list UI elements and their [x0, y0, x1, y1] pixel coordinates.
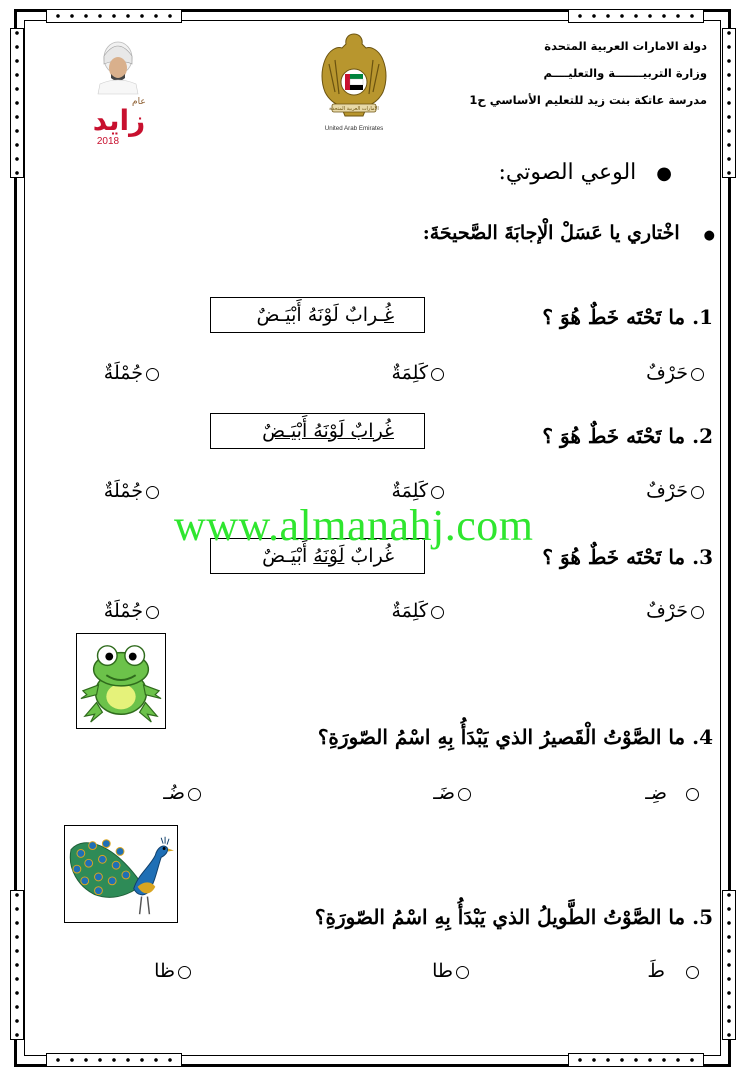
- radio-circle-icon[interactable]: [431, 486, 444, 499]
- peacock-picture: [65, 826, 177, 922]
- radio-circle-icon[interactable]: [686, 788, 699, 801]
- frog-picture-frame: [76, 633, 166, 729]
- q4-option-2[interactable]: ضَـ: [433, 782, 474, 804]
- instruction-text: اخْتاري يا عَسَلْ الْإجابَةَ الصَّحيحَةَ:: [422, 222, 680, 244]
- q5-option-2[interactable]: طا: [432, 960, 472, 982]
- border-ornament: [568, 1053, 704, 1067]
- q1-option-3[interactable]: جُمْلَةٌ: [104, 362, 162, 384]
- peacock-picture-frame: [64, 825, 178, 923]
- radio-circle-icon[interactable]: [691, 368, 704, 381]
- radio-circle-icon[interactable]: [691, 606, 704, 619]
- uae-emblem: [315, 30, 393, 134]
- radio-circle-icon[interactable]: [178, 966, 191, 979]
- radio-circle-icon[interactable]: [691, 486, 704, 499]
- border-ornament: [722, 890, 736, 1040]
- border-ornament: [10, 890, 24, 1040]
- sentence-part: غُرابٌ: [344, 545, 394, 567]
- radio-circle-icon[interactable]: [458, 788, 471, 801]
- zayed-logo-name: زايد: [92, 104, 146, 137]
- sentence-underlined-word: لَوْنَهُ: [313, 545, 345, 567]
- border-ornament: [722, 28, 736, 178]
- q1-option-2[interactable]: كَلِمَةٌ: [391, 362, 447, 384]
- radio-circle-icon[interactable]: [146, 606, 159, 619]
- zayed-logo-year: 2018: [96, 136, 120, 147]
- sentence-rest: ـرابٌ لَوْنَهُ أَبْيَـضٌ: [256, 304, 385, 326]
- border-ornament: [10, 28, 24, 178]
- q2-option-3[interactable]: جُمْلَةٌ: [104, 480, 162, 502]
- question-1: 1. ما تَحْتَه خَطٌ هُوَ ؟: [542, 305, 713, 329]
- school-name: مدرسة عاتكة بنت زيد للتعليم الأساسي ح1: [469, 92, 707, 107]
- q5-option-3[interactable]: ظا: [154, 960, 194, 982]
- radio-circle-icon[interactable]: [431, 606, 444, 619]
- emblem-caption: United Arab Emirates: [324, 125, 384, 132]
- frog-picture: [77, 634, 165, 728]
- q4-option-3[interactable]: ضُـ: [163, 782, 204, 804]
- border-ornament: [46, 9, 182, 23]
- question-4: 4. ما الصَّوْتُ الْقَصيرُ الذي يَبْدَأُ بِهِ اسْمُ الصّورَةِ؟: [317, 725, 713, 749]
- q2-option-2[interactable]: كَلِمَةٌ: [391, 480, 447, 502]
- question-5: 5. ما الصَّوْتُ الطَّويلُ الذي يَبْدَأُ بِهِ اسْمُ الصّورَةِ؟: [314, 905, 713, 929]
- question-1-sentence: [210, 297, 425, 333]
- border-ornament: [46, 1053, 182, 1067]
- emblem-ribbon-text: الامارات العربية المتحدة: [329, 106, 379, 112]
- radio-circle-icon[interactable]: [146, 368, 159, 381]
- section-title: [499, 160, 673, 185]
- watermark: www.almanahj.com: [174, 501, 534, 550]
- q4-option-1[interactable]: ضِـ: [645, 782, 702, 804]
- instruction: [423, 222, 715, 244]
- radio-circle-icon[interactable]: [431, 368, 444, 381]
- bullet-icon: ●: [703, 228, 715, 243]
- q3-option-3[interactable]: جُمْلَةٌ: [104, 600, 162, 622]
- border-ornament: [568, 9, 704, 23]
- section-title-text: الوعي الصوتي:: [498, 160, 637, 185]
- q3-option-1[interactable]: حَرْفٌ: [646, 600, 707, 622]
- ministry-name: وزارة التربيـــــــة والتعليــــم: [543, 65, 707, 80]
- radio-circle-icon[interactable]: [146, 486, 159, 499]
- sentence-part: أَبْيَـضٌ: [262, 545, 314, 567]
- radio-circle-icon[interactable]: [188, 788, 201, 801]
- radio-circle-icon[interactable]: [456, 966, 469, 979]
- year-of-zayed-logo: [86, 38, 148, 148]
- zayed-logo-year-word: عام: [132, 97, 146, 107]
- q3-option-2[interactable]: كَلِمَةٌ: [391, 600, 447, 622]
- question-2: 2. ما تَحْتَه خَطٌ هُوَ ؟: [542, 424, 713, 448]
- school-header: [457, 38, 707, 118]
- q5-option-1[interactable]: طَ: [647, 960, 702, 982]
- question-3: 3. ما تَحْتَه خَطٌ هُوَ ؟: [542, 545, 713, 569]
- sentence-underlined: غُرابٌ لَوْنَهُ أَبْيَـضٌ: [262, 420, 394, 442]
- q1-option-1[interactable]: حَرْفٌ: [646, 362, 707, 384]
- q2-option-1[interactable]: حَرْفٌ: [646, 480, 707, 502]
- radio-circle-icon[interactable]: [686, 966, 699, 979]
- question-2-sentence: [210, 413, 425, 449]
- sentence-underlined-letter: غُ: [384, 304, 394, 326]
- country-name: دولة الامارات العربية المتحدة: [544, 39, 707, 53]
- bullet-icon: ●: [656, 163, 672, 184]
